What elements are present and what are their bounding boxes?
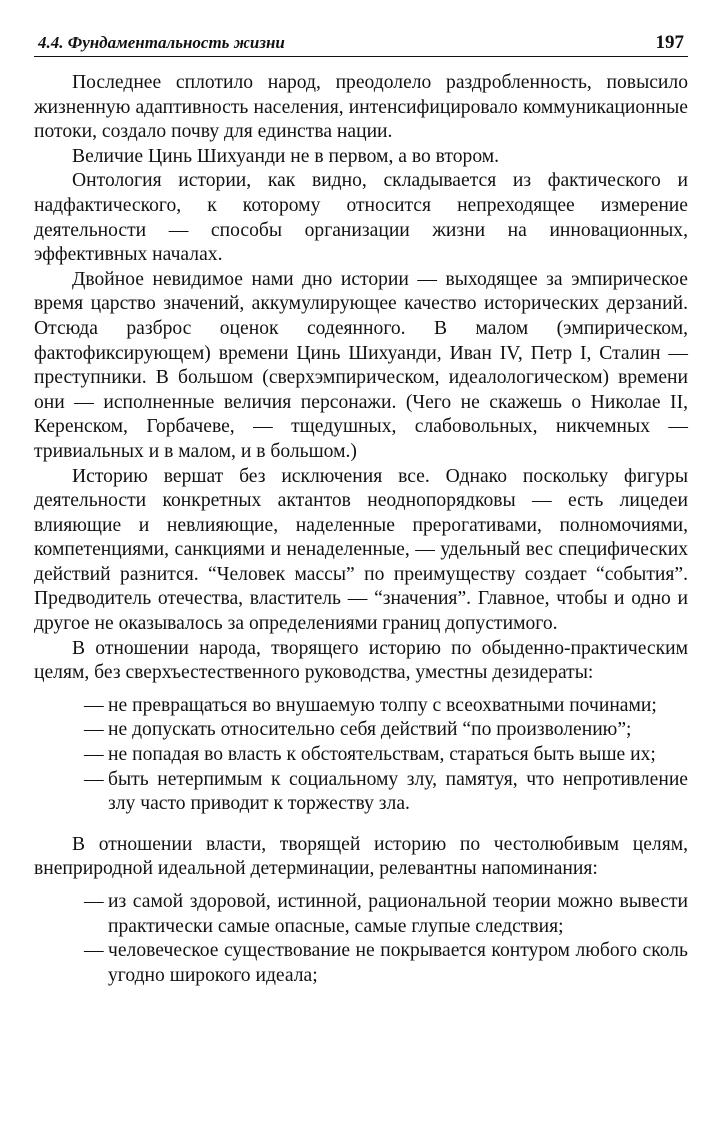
list-item [84, 939, 688, 988]
paragraph: Онтология истории, как видно, складывается из фактического и надфактического, к которому относится непреходящее измерение деятельности — способы организации жизни на инновационных, эффективных началах. [34, 170, 688, 266]
list-item-text: не попадая во власть к обстоятельствам, стараться быть выше их; [108, 744, 656, 766]
paragraph: В отношении власти, творящей историю по честолюбивым целям, внеприродной идеальной детерминации, релевантны напоминания: [34, 833, 688, 880]
paragraph: Историю вершат без исключения все. Однако поскольку фигуры деятельности конкретных актантов неоднопорядковы — есть лицедеи влияющие и невлияющие, наделенные прерогативами, полномочиями, компетенциями, санкциями и ненаделенные, — удельный вес специфических действий разнится. “Человек массы” по преимуществу создает “события”. Предводитель отечества, властитель — “значения”. Главное, чтобы и одно и другое не оказывалось за определениями границ допустимого. [34, 465, 688, 635]
dash-marker: — [84, 768, 104, 790]
dash-marker: — [84, 891, 104, 912]
list-item-text: быть нетерпимым к социальному злу, памятуя, что непротивление злу часто приводит к торжеству зла. [108, 768, 688, 815]
dash-marker: — [84, 744, 104, 766]
list-item-text: человеческое существование не покрывается контуром любого сколь угодно широкого идеала; [108, 940, 688, 986]
list-item-text: не допускать относительно себя действий “по произволению”; [108, 719, 632, 741]
list-item [84, 768, 688, 817]
running-head [34, 30, 688, 57]
list-item [84, 718, 688, 743]
list-item [84, 743, 688, 768]
desiderata-list [34, 694, 688, 817]
list-item-text: не превращаться во внушаемую толпу с всеохватными починами; [108, 694, 657, 716]
paragraph: Величие Цинь Шихуанди не в первом, а во втором. [72, 145, 500, 167]
paragraph: Последнее сплотило народ, преодолело раздробленность, повысило жизненную адаптивность населения, интенсифицировало коммуникационные потоки, создало почву для единства нации. [34, 72, 688, 143]
running-title: 4.4. Фундаментальность жизни [38, 33, 285, 52]
list-item [84, 694, 688, 719]
page-number: 197 [655, 32, 684, 53]
body-text [34, 71, 688, 988]
list-item-text: из самой здоровой, истинной, рациональной теории можно вывести практически самые опасные, самые глупые следствия; [108, 891, 688, 937]
dash-marker: — [84, 694, 104, 716]
dash-marker: — [84, 719, 104, 741]
reminders-list [34, 890, 688, 988]
paragraph: В отношении народа, творящего историю по обыденно-практическим целям, без сверхъестественного руководства, уместны дезидераты: [34, 637, 688, 684]
dash-marker: — [84, 940, 104, 962]
list-item [84, 890, 688, 939]
paragraph: Двойное невидимое нами дно истории — выходящее за эмпирическое время царство значений, аккумулирующее качество исторических дерзаний. Отсюда разброс оценок содеянного. В малом (эмпирическом, фактофиксирующем) времени Цинь Шихуанди, Иван IV, Петр I, Сталин — преступники. В большом (сверхэмпирическом, идеалологическом) времени они — исполненные величия персонажи. (Чего не скажешь о Николае II, Керенском, Горбачеве, — тщедушных, слабовольных, никчемных — тривиальных и в малом, и в большом.) [34, 268, 688, 462]
